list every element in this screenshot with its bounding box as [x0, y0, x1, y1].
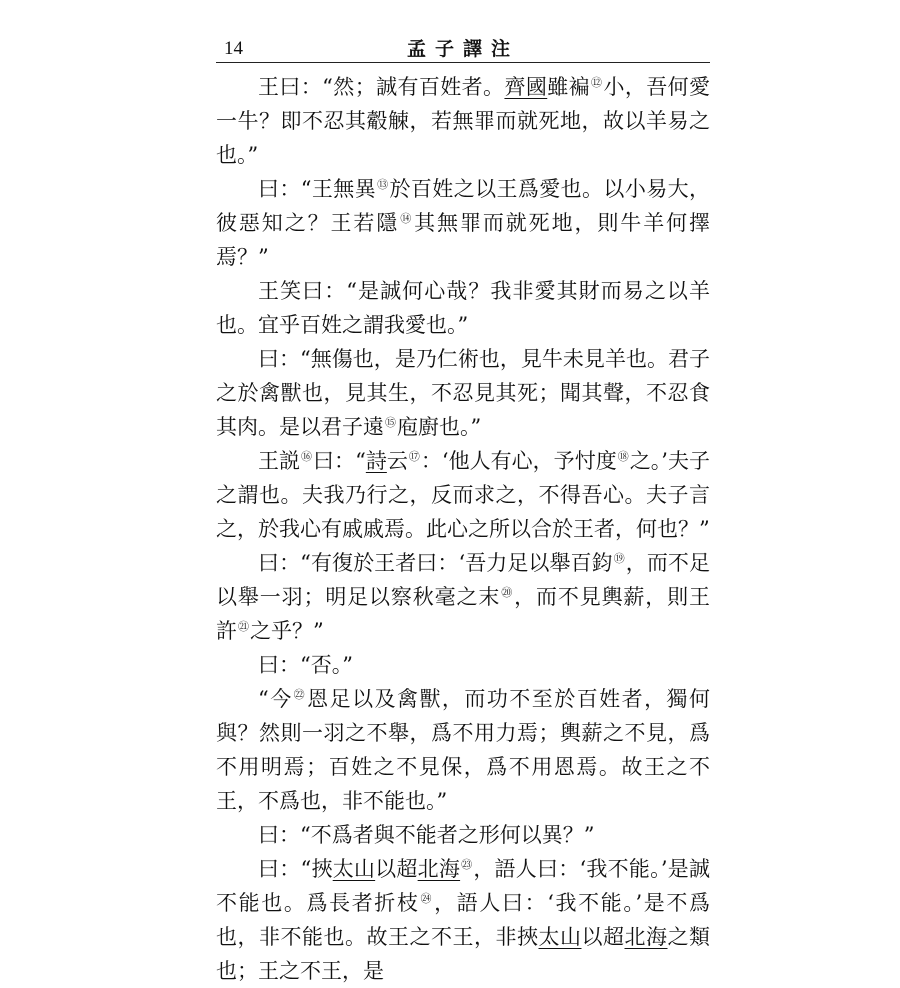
- proper-name: 齊國: [504, 75, 548, 99]
- footnote-marker: ⑮: [385, 416, 396, 429]
- text-run: ，而不見輿薪，則王許: [216, 585, 711, 643]
- text-run: ：‘他人有心，予忖度: [420, 449, 617, 473]
- footnote-marker: ⑲: [613, 552, 625, 565]
- footnote-marker: ⑭: [400, 212, 414, 225]
- text-run: 其無罪而就死地，則牛羊何擇焉？”: [216, 211, 711, 269]
- text-run: 於百姓之以王爲愛也。以小易大，彼惡知之？王若隱: [216, 177, 710, 235]
- paragraph: [216, 682, 710, 818]
- text-run: 之類也；王之不王，是: [216, 925, 710, 983]
- text-run: 以超: [581, 925, 625, 949]
- text-run: 以超: [375, 857, 418, 881]
- text-run: “今: [258, 687, 293, 711]
- text-run: 庖廚也。”: [397, 415, 482, 439]
- text-run: 曰：“否。”: [258, 653, 353, 677]
- text-run: 小，吾何愛一牛？即不忍其觳觫，若無罪而就死地，故以羊易之也。”: [216, 75, 711, 167]
- text-run: ，而不足以舉一羽；明足以察秋毫之末: [216, 551, 710, 609]
- text-run: 之。’夫子之謂也。夫我乃行之，反而求之，不得吾心。夫子言之，於我心有戚戚焉。此心之所以合於王者，何也？”: [216, 449, 710, 541]
- text-run: 云: [386, 449, 408, 473]
- text-run: 恩足以及禽獸，而功不至於百姓者，獨何與？然則一羽之不舉，爲不用力焉；輿薪之不見，爲不用明焉；百姓之不見保，爲不用恩焉。故王之不王，不爲也，非不能也。”: [216, 687, 711, 813]
- proper-name: 北海: [417, 857, 461, 881]
- footnote-marker: ⑱: [617, 450, 629, 463]
- text-run: 雖褊: [547, 75, 591, 99]
- footnote-marker: ㉑: [238, 620, 249, 633]
- text-run: 曰：“不爲者與不能者之形何以異？”: [258, 823, 595, 847]
- footnote-marker: ⑰: [408, 450, 420, 463]
- footnote-marker: ⑯: [301, 450, 313, 463]
- paragraph: [216, 444, 710, 546]
- footnote-marker: ㉓: [461, 858, 473, 871]
- footnote-marker: ⑫: [591, 76, 603, 89]
- footnote-marker: ⑳: [501, 586, 514, 599]
- text-run: 之乎？”: [250, 619, 324, 643]
- paragraph: [216, 342, 710, 444]
- text-run: 曰：“無傷也，是乃仁術也，見牛未見羊也。君子之於禽獸也，見其生，不忍見其死；聞其聲，不忍食其肉。是以君子遠: [216, 347, 710, 439]
- running-title: 孟子譯注: [406, 38, 519, 60]
- text-run: 王曰：“然；誠有百姓者。: [258, 75, 505, 99]
- proper-name: 北海: [624, 925, 668, 949]
- paragraph: [216, 172, 710, 274]
- paragraph: [216, 852, 710, 988]
- text-run: ，語人曰：‘我不能。’是誠不能也。爲長者折枝: [216, 857, 710, 915]
- paragraph: [216, 70, 710, 172]
- proper-name: 詩: [365, 449, 387, 473]
- page-number: 14: [224, 38, 243, 59]
- text-run: 曰：“有復於王者曰：‘吾力足以舉百鈞: [258, 551, 613, 575]
- text-run: 曰：“: [313, 449, 366, 473]
- footnote-marker: ㉔: [420, 892, 434, 905]
- footnote-marker: ㉒: [293, 688, 307, 701]
- text-run: 曰：“挾: [258, 857, 333, 881]
- paragraph: [216, 546, 710, 648]
- paragraph: [216, 274, 710, 342]
- body-text: [216, 70, 710, 988]
- text-run: 王説: [258, 449, 301, 473]
- running-head: [216, 32, 710, 63]
- proper-name: 太山: [538, 925, 582, 949]
- proper-name: 太山: [332, 857, 376, 881]
- footnote-marker: ⑬: [377, 178, 389, 191]
- paragraph: [216, 818, 710, 852]
- text-run: 王笑曰：“是誠何心哉？我非愛其財而易之以羊也。宜乎百姓之謂我愛也。”: [216, 279, 710, 337]
- text-run: ，語人曰：‘我不能。’是不爲也，非不能也。故王之不王，非挾: [216, 891, 711, 949]
- text-run: 曰：“王無異: [258, 177, 377, 201]
- paragraph: [216, 648, 710, 682]
